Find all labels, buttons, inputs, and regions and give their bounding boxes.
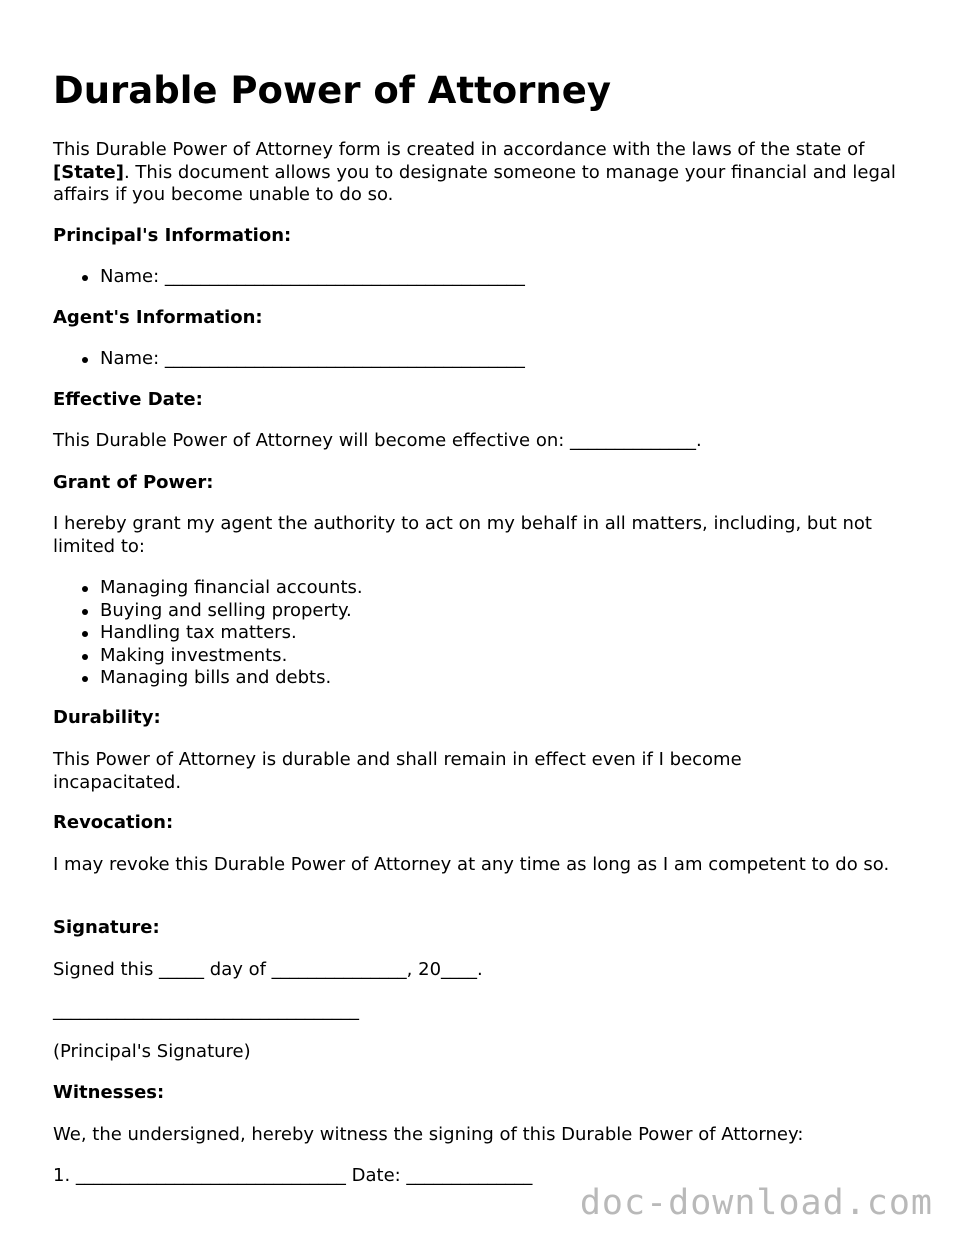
agent-list <box>53 348 525 371</box>
signed-date-line: Signed this _____ day of _______________, 20____. <box>53 959 483 980</box>
grant-item: Handling tax matters. <box>53 622 363 645</box>
grant-text: I hereby grant my agent the authority to act on my behalf in all matters, including, but not limited to: <box>53 513 872 557</box>
durability-heading: Durability: <box>53 707 161 728</box>
principal-signature-caption: (Principal's Signature) <box>53 1041 251 1062</box>
witnesses-heading: Witnesses: <box>53 1082 165 1103</box>
grant-heading: Grant of Power: <box>53 472 214 493</box>
principal-name-field: Name: ________________________________________ <box>53 266 525 289</box>
signature-heading: Signature: <box>53 917 160 938</box>
intro-text-end: . This document allows you to designate someone to manage your financial and legal affairs if you become unable to do so. <box>53 161 896 205</box>
principal-signature-line: __________________________________ <box>53 1000 359 1021</box>
state-placeholder: [State] <box>53 161 124 183</box>
grant-powers-list <box>53 577 363 690</box>
watermark: doc-download.com <box>579 1183 933 1223</box>
witnesses-text: We, the undersigned, hereby witness the signing of this Durable Power of Attorney: <box>53 1124 804 1145</box>
revocation-text: I may revoke this Durable Power of Attorney at any time as long as I am competent to do so. <box>53 854 890 875</box>
principal-heading: Principal's Information: <box>53 225 292 246</box>
principal-list <box>53 266 525 289</box>
grant-item: Managing financial accounts. <box>53 577 363 600</box>
agent-heading: Agent's Information: <box>53 307 263 328</box>
grant-item: Making investments. <box>53 645 363 668</box>
grant-item: Managing bills and debts. <box>53 667 363 690</box>
effective-date-heading: Effective Date: <box>53 389 203 410</box>
revocation-heading: Revocation: <box>53 812 174 833</box>
grant-item: Buying and selling property. <box>53 600 363 623</box>
intro-paragraph <box>53 139 913 207</box>
agent-name-field: Name: ________________________________________ <box>53 348 525 371</box>
witness-1-line: 1. ______________________________ Date: ______________ <box>53 1165 533 1186</box>
durability-text: This Power of Attorney is durable and shall remain in effect even if I become incapacitated. <box>53 749 742 793</box>
intro-text-start: This Durable Power of Attorney form is created in accordance with the laws of the state of <box>53 139 865 160</box>
document-title: Durable Power of Attorney <box>53 69 611 112</box>
effective-date-text: This Durable Power of Attorney will become effective on: ______________. <box>53 430 702 451</box>
